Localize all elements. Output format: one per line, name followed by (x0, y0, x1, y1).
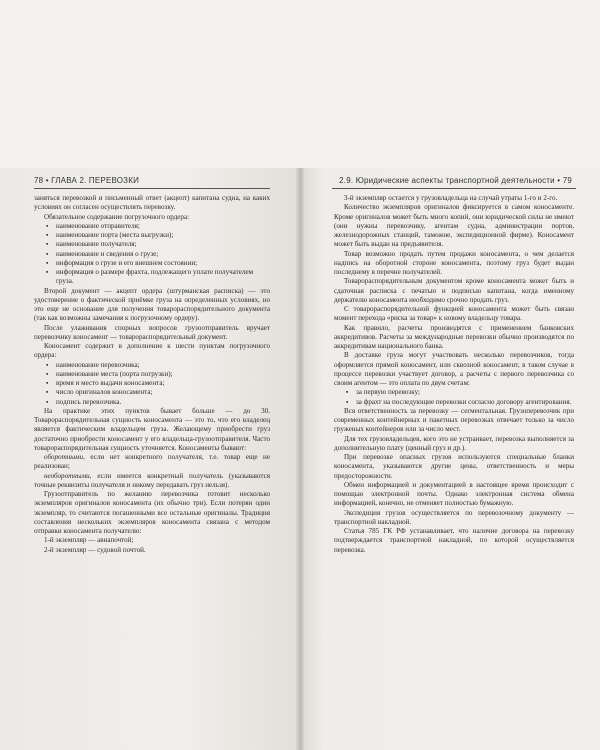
left-page-body (34, 194, 270, 555)
paragraph: В доставке груза могут участвовать несколько перевозчиков, тогда оформляется прямой коносамент, или сквозной коносамент, в таком случае в процессе перевозки участвует договор, а расчеты с первого перевозчика со своим агентом — это оплата по двум счетам: (334, 351, 574, 387)
term: необоротными, (44, 471, 92, 480)
paragraph: Как правило, расчеты производятся с применением банковских аккредитивов. Расчеты за международные перевозки обычно производятся по аккредитивам национального банка. (334, 323, 574, 350)
list-item: ▪ наименование порта (места выгрузки); (34, 231, 270, 240)
paragraph: Экспедиция грузов осуществляется по перевозочному документу — транспортной накладной. (334, 508, 574, 526)
paragraph: заняться перевозкой и письменный ответ (акцепт) капитана судна, на каких условиях он согласен осуществлять перевозку. (34, 194, 270, 212)
paragraph: Для тех грузовладельцев, кого это не устраивает, перевозка выполняется за дополнительную плату (ценный груз и др.). (334, 434, 574, 452)
paragraph: Вся ответственность за перевозку — сегментальная. Грузоперевозчик при современных контейнерных и пакетных перевозках отвечает только за число груженых контейнеров или за число мест. (334, 406, 574, 434)
term-definition: если нет конкретного получателя, т.е. товар еще не реализован; (34, 453, 270, 471)
right-page (300, 168, 600, 750)
right-page-body (334, 194, 574, 555)
paragraph: 1-й экземпляр — авиапочтой; (44, 536, 134, 545)
list-item: ▪ за фрахт на последующие перевозки согласно договору агентирования. (334, 398, 574, 407)
left-page (0, 168, 300, 750)
bullet-list (334, 388, 574, 407)
bullet-list (34, 361, 270, 407)
right-page-header: 2.9. Юридические аспекты транспортной деятельности • 79 (339, 176, 572, 185)
term: оборотными, (44, 453, 85, 461)
paragraph: Статья 785 ГК РФ устанавливает, что наличие договора на перевозку подтверждается транспортной накладной, по которой осуществляется перевозка. (334, 527, 574, 554)
paragraph: Коносамент содержит в дополнение к шести пунктам погрузочного ордера: (34, 342, 270, 360)
paragraph: На практике этих пунктов бывает больше — до 30. Товарораспорядительная сущность коносамента — это то, что его владелец является фактическим владельцем груза. Желающему приобрести груз достаточно приобрести коносамент у его владельца-грузоотправителя. Часто товарораспорядительная сущность уточняется. Коносаменты бывают: (34, 406, 270, 452)
paragraph: Товар возможно продать путем продажи коносамента, о чем делается надпись на оборотной стороне коносамента, поэтому груз будет выдан последнему в перечне получателей. (334, 249, 574, 276)
list-item: ▪ наименование получателя; (34, 240, 270, 249)
list-item: ▪ за первую перевозку; (334, 388, 574, 397)
right-header-rule (332, 188, 576, 189)
book-gutter (296, 168, 304, 750)
list-item: ▪ наименование места (порта погрузки); (34, 370, 270, 379)
term-definition: если имеется конкретный получатель (указываются точные реквизиты получателя и никому передавать груз нельзя). (34, 471, 270, 489)
left-page-header: 78 • ГЛАВА 2. ПЕРЕВОЗКИ (34, 176, 140, 185)
list-item: ▪ подпись перевозчика. (34, 398, 270, 407)
paragraph: Второй документ — акцепт ордера (штурманская расписка) — это удостоверение о фактической приёмке груза на определенных условиях, но это еще не основание для получения товарораспорядительного документа (так как возможны замечания к погрузочному ордеру). (34, 286, 270, 323)
paragraph: С товарораспорядительной функцией коносамента может быть связан момент перехода «риска за товар» к новому владельцу товара. (334, 305, 574, 323)
list-item: ▪ наименование и сведения о грузе; (34, 250, 270, 259)
list-item: ▪ информация о размере фрахта, подлежащего уплате получателем груза. (34, 268, 270, 287)
paragraph: Товарораспорядительным документом кроме коносамента может быть и сдаточная расписка с печатью и подписью капитана, когда именному держателю коносамента необходимо срочно продать груз. (334, 277, 574, 304)
definition-oborotnye (34, 453, 270, 472)
list-item: ▪ наименование перевозчика; (34, 361, 270, 370)
paragraph: Обязательное содержание погрузочного ордера: (44, 212, 190, 221)
paragraph: После улаживания спорных вопросов грузоотправитель вручает перевозчику коносамент — товарораспорядительный документ. (34, 323, 270, 341)
list-item: ▪ информация о грузе и его внешнем состоянии; (34, 259, 270, 268)
paragraph: 3-й экземпляр остается у грузовладельца на случай утраты 1-го и 2-го. (344, 194, 558, 202)
paragraph: Количество экземпляров оригиналов фиксируется в самом коносаменте. Кроме оригиналов может быть много копий, они юридической силы не имеют (они нужны перевозчику, агентам судна, администрации портов, железнодорожных станций, таможне, экспедиционной фирме). Коносамент может быть выдан на предъявителя. (334, 203, 574, 249)
list-item: ▪ наименование отправителя; (34, 222, 270, 231)
paragraph: 2-й экземпляр — судовой почтой. (44, 545, 146, 554)
paragraph: При перевозке опасных грузов используются специальные бланки коносамента, указываются другие цены, ответственность и меры предосторожности. (334, 453, 574, 480)
list-item: ▪ время и место выдачи коносамента; (34, 379, 270, 388)
definition-neoborotnye (34, 472, 270, 491)
bullet-list (34, 222, 270, 287)
left-header-rule (34, 188, 270, 189)
paragraph: Грузоотправитель по желанию перевозчика готовит несколько экземпляров оригиналов коносамента (их обычно три). Если потерян один экземпляр, то считаются погашенными все остальные оригиналы. Традиция составления нескольких экземпляров коносамента связана с методом отправки коносамента получателю: (34, 490, 270, 535)
list-item: ▪ число оригиналов коносамента; (34, 388, 270, 397)
paragraph: Обмен информацией и документацией в настоящее время происходит с помощью электронной почты. Однако электронная система обмена информацией, конечно, не отменяет полностью бумажную. (334, 480, 574, 508)
